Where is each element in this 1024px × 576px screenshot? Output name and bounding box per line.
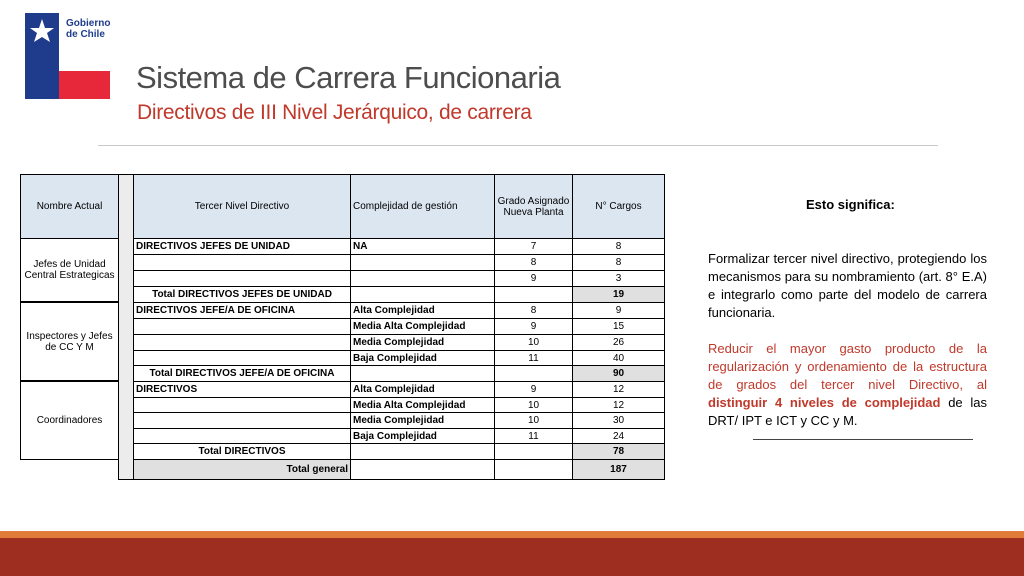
grand-total-label: Total general [133, 459, 351, 480]
directivo-cell: DIRECTIVOS [133, 381, 351, 398]
footer-bar [0, 538, 1024, 576]
complejidad-cell: Baja Complejidad [350, 350, 495, 366]
grado-cell: 11 [494, 350, 573, 366]
empty-cell [350, 286, 495, 303]
grado-cell: 8 [494, 302, 573, 319]
complejidad-cell: Media Complejidad [350, 412, 495, 429]
grand-total-value: 187 [572, 459, 665, 480]
directivo-cell [133, 334, 351, 351]
cargos-cell: 8 [572, 254, 665, 271]
grado-cell: 10 [494, 412, 573, 429]
grado-cell: 8 [494, 254, 573, 271]
empty-cell [350, 443, 495, 460]
para2-part-c: de las DRT/ IPT e ICT y CC y M. [708, 395, 987, 428]
directivo-cell [133, 254, 351, 271]
col-header-grado: Grado Asignado Nueva Planta [494, 174, 573, 239]
group-name-cell: Coordinadores [20, 381, 119, 460]
cargos-cell: 3 [572, 270, 665, 287]
side-paragraph-2 [708, 340, 987, 430]
empty-cell [494, 443, 573, 460]
directivo-cell [133, 412, 351, 429]
cargos-cell: 24 [572, 428, 665, 444]
subtotal-label: Total DIRECTIVOS JEFE/A DE OFICINA [133, 365, 351, 382]
complejidad-cell: Alta Complejidad [350, 381, 495, 398]
directivo-cell: DIRECTIVOS JEFE/A DE OFICINA [133, 302, 351, 319]
col-header-cargos: N° Cargos [572, 174, 665, 239]
logo-blue-block [25, 13, 59, 71]
subtotal-value: 19 [572, 286, 665, 303]
complejidad-cell: NA [350, 238, 495, 255]
directivo-cell [133, 350, 351, 366]
coat-of-arms-icon [29, 18, 55, 44]
directivo-cell [133, 397, 351, 413]
gobierno-de-chile-logo [25, 13, 110, 99]
empty-cell [494, 459, 573, 480]
empty-cell [350, 459, 495, 480]
cargos-cell: 12 [572, 397, 665, 413]
grado-cell: 9 [494, 381, 573, 398]
group-name-cell: Jefes de Unidad Central Estrategicas [20, 238, 119, 302]
cargos-cell: 26 [572, 334, 665, 351]
directivo-cell [133, 318, 351, 335]
complejidad-cell: Alta Complejidad [350, 302, 495, 319]
complejidad-cell: Media Alta Complejidad [350, 318, 495, 335]
subtotal-value: 90 [572, 365, 665, 382]
subtotal-label: Total DIRECTIVOS [133, 443, 351, 460]
cargos-cell: 8 [572, 238, 665, 255]
title-divider [98, 145, 938, 146]
grado-cell: 11 [494, 428, 573, 444]
group-name-cell: Inspectores y Jefes de CC Y M [20, 302, 119, 381]
subtotal-value: 78 [572, 443, 665, 460]
grado-cell: 9 [494, 270, 573, 287]
side-heading: Esto significa: [806, 197, 895, 212]
directivo-cell [133, 270, 351, 287]
col-header-complejidad: Complejidad de gestión [350, 174, 495, 239]
page-subtitle: Directivos de III Nivel Jerárquico, de carrera [137, 101, 532, 124]
complejidad-cell [350, 270, 495, 287]
complejidad-cell: Media Alta Complejidad [350, 397, 495, 413]
directivo-cell: DIRECTIVOS JEFES DE UNIDAD [133, 238, 351, 255]
col-header-nombre: Nombre Actual [20, 174, 119, 239]
complejidad-cell: Baja Complejidad [350, 428, 495, 444]
cargos-cell: 9 [572, 302, 665, 319]
page-title: Sistema de Carrera Funcionaria [136, 60, 561, 95]
cargos-cell: 12 [572, 381, 665, 398]
complejidad-cell [350, 254, 495, 271]
side-paragraph-1: Formalizar tercer nivel directivo, protegiendo los mecanismos para su nombramiento (art. 8° E.A) e integrarlo como parte del modelo de carrera funcionaria. [708, 251, 987, 320]
empty-cell [494, 365, 573, 382]
logo-text-block [59, 13, 110, 71]
cargos-cell: 40 [572, 350, 665, 366]
logo-blue-strip [25, 71, 59, 99]
grado-cell: 7 [494, 238, 573, 255]
complejidad-cell: Media Complejidad [350, 334, 495, 351]
grado-cell: 9 [494, 318, 573, 335]
logo-line1: Gobierno [66, 18, 111, 29]
empty-cell [350, 365, 495, 382]
para2-emphasis: distinguir 4 niveles de complejidad [708, 395, 941, 410]
logo-line2: de Chile [66, 29, 105, 40]
para2-part-a: Reducir el mayor gasto producto de la regularización y ordenamiento de la estructura de grados del tercer nivel Directivo, al [708, 341, 987, 392]
col-header-tercer: Tercer Nivel Directivo [133, 174, 351, 239]
empty-cell [494, 286, 573, 303]
directivo-cell [133, 428, 351, 444]
cargos-cell: 15 [572, 318, 665, 335]
spacer-column [118, 174, 134, 480]
footer-accent-bar [0, 531, 1024, 538]
cargos-cell: 30 [572, 412, 665, 429]
side-underline [753, 439, 973, 440]
grado-cell: 10 [494, 397, 573, 413]
subtotal-label: Total DIRECTIVOS JEFES DE UNIDAD [133, 286, 351, 303]
grado-cell: 10 [494, 334, 573, 351]
